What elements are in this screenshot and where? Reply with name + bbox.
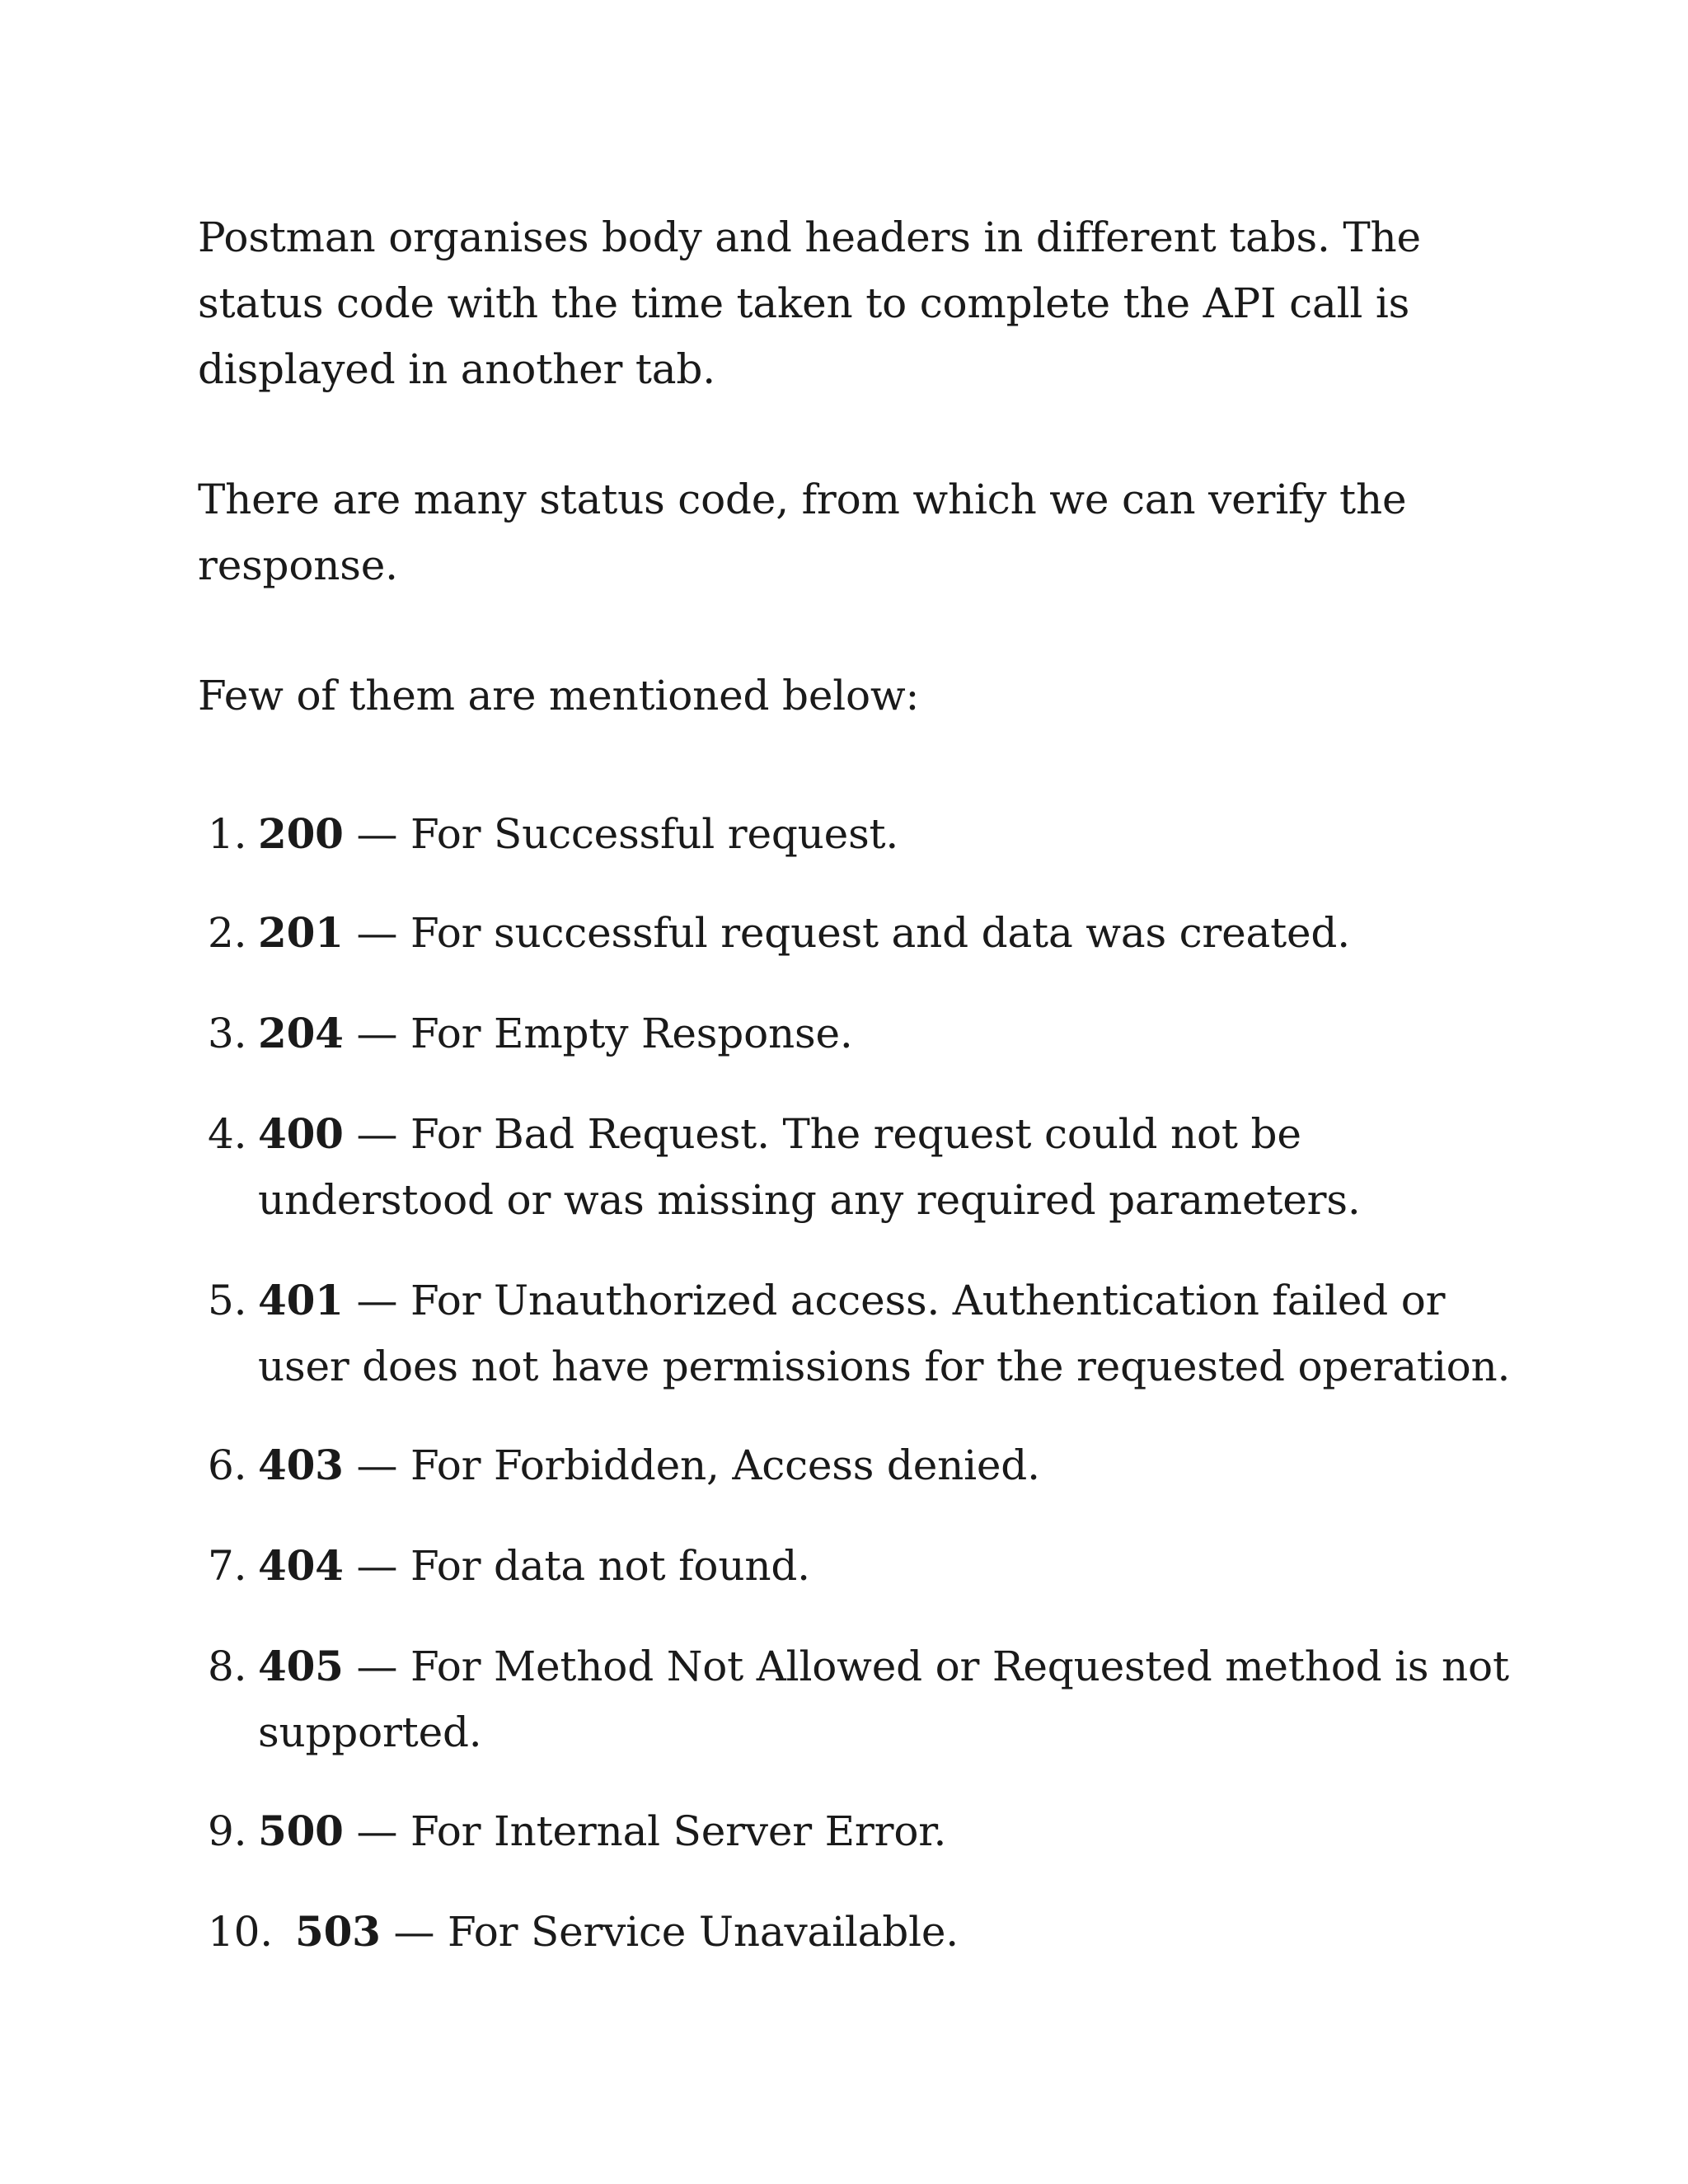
status-code: 400	[258, 1109, 344, 1158]
status-code: 403	[258, 1441, 344, 1489]
list-number: 9.	[208, 1807, 247, 1855]
status-description: — For Successful request.	[343, 810, 899, 858]
status-code: 200	[258, 809, 344, 858]
status-code-paragraph: There are many status code, from which we can verify the response.	[198, 476, 1407, 589]
list-intro-paragraph: Few of them are mentioned below:	[198, 672, 920, 719]
status-description: — For Internal Server Error.	[343, 1807, 947, 1855]
list-item	[198, 1432, 1517, 1498]
status-description: — For Forbidden, Access denied.	[343, 1441, 1040, 1489]
status-code: 201	[258, 908, 344, 957]
status-code: 204	[258, 1009, 344, 1057]
list-item	[198, 1533, 1517, 1599]
list-item	[198, 900, 1517, 966]
status-description: — For Empty Response.	[343, 1010, 853, 1057]
status-code: 401	[258, 1276, 344, 1324]
list-number: 1.	[208, 810, 247, 858]
list-item	[198, 1899, 1517, 1965]
status-description: — For Method Not Allowed or Requested method is not supported.	[258, 1643, 1509, 1756]
status-description: — For Service Unavailable.	[380, 1908, 959, 1956]
status-description: — For data not found.	[343, 1542, 810, 1590]
list-item	[198, 1101, 1517, 1233]
document-page	[198, 204, 1517, 1956]
status-description: — For Bad Request. The request could not be understood or was missing any required parameters.	[258, 1110, 1361, 1224]
list-item	[198, 801, 1517, 867]
list-item	[198, 1268, 1517, 1399]
list-item	[198, 1001, 1517, 1066]
list-number: 2.	[208, 909, 247, 957]
list-item	[198, 1633, 1517, 1765]
status-code: 500	[258, 1807, 344, 1855]
list-number: 10.	[208, 1908, 273, 1956]
status-code-list	[198, 801, 1517, 1965]
list-number: 5.	[208, 1277, 247, 1324]
status-code: 503	[295, 1907, 381, 1956]
status-code: 405	[258, 1642, 344, 1690]
list-number: 3.	[208, 1010, 247, 1057]
status-description: — For successful request and data was created.	[343, 909, 1350, 957]
list-number: 8.	[208, 1643, 247, 1690]
list-number: 7.	[208, 1542, 247, 1590]
status-code: 404	[258, 1541, 344, 1590]
list-number: 6.	[208, 1441, 247, 1489]
status-description: — For Unauthorized access. Authentication failed or user does not have permissions for the requested operation.	[258, 1277, 1511, 1390]
list-item	[198, 1798, 1517, 1864]
intro-paragraph: Postman organises body and headers in different tabs. The status code with the time taken to complete the API call is displayed in another tab.	[198, 213, 1421, 393]
list-number: 4.	[208, 1110, 247, 1158]
